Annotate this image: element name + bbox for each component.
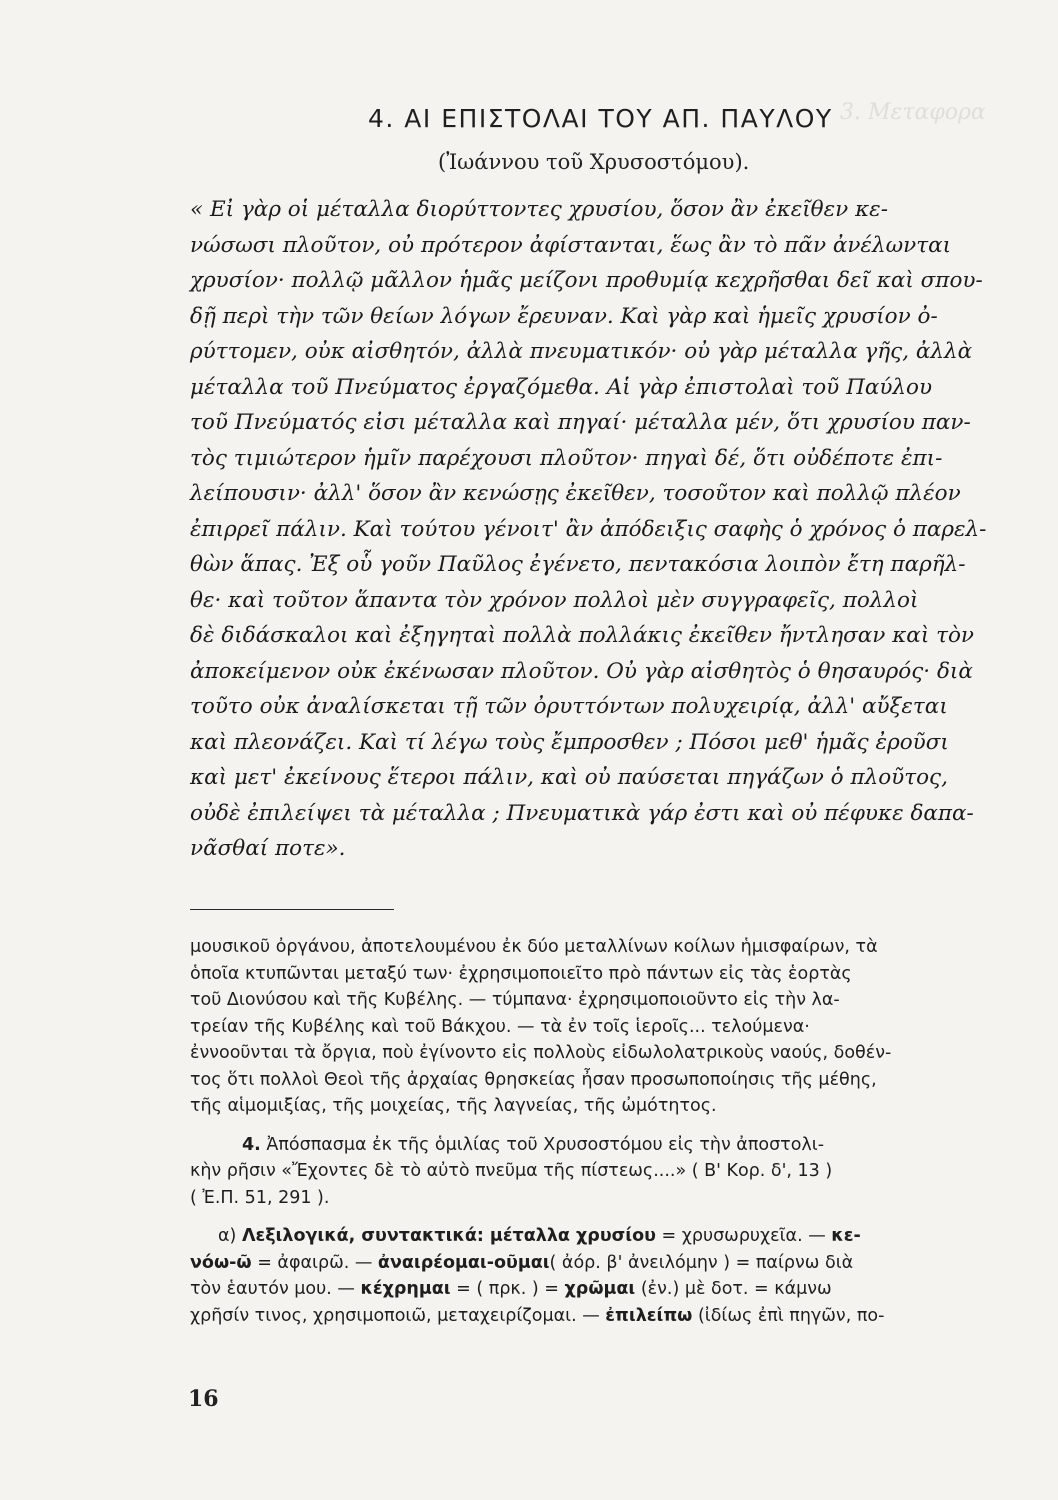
footnote-line: ὁποῖα κτυπῶνται μεταξύ των· ἐχρησιμοποιεῖτο πρὸ πάντων εἰς τὰς ἑορτὰς (190, 963, 852, 984)
text-line: τὸς τιμιώτερον ἡμῖν παρέχουσι πλοῦτον· πηγαὶ δέ, ὅτι οὐδέποτε ἐπι- (190, 445, 943, 471)
text-line: νώσωσι πλοῦτον, οὐ πρότερον ἀφίστανται, ἕως ἂν τὸ πᾶν ἀνέλωνται (190, 232, 952, 258)
text-line: « Εἰ γὰρ οἱ μέταλλα διορύττοντες χρυσίου, ὅσον ἂν ἐκεῖθεν κε- (190, 197, 888, 222)
vocab-term: ἐπιλείπω (605, 1305, 693, 1326)
footnote-line: τῆς αἱμομιξίας, τῆς μοιχείας, τῆς λαγνείας, τῆς ὠμότητος. (190, 1096, 717, 1116)
text-line: χρυσίον· πολλῷ μᾶλλον ἡμᾶς μείζονι προθυμίᾳ κεχρῆσθαι δεῖ καὶ σπου- (190, 268, 983, 293)
main-text (190, 192, 1028, 867)
text-line: δὲ διδάσκαλοι καὶ ἐξηγηταὶ πολλὰ πολλάκις ἐκεῖθεν ἤντλησαν καὶ τὸν (190, 623, 974, 648)
vocab-line (190, 1250, 1038, 1277)
show-through-text: 3. Μεταφορα (840, 100, 986, 125)
footnote-line: μουσικοῦ ὀργάνου, ἀποτελουμένου ἐκ δύο μεταλλίνων κοίλων ἡμισφαίρων, τὰ (190, 937, 878, 957)
note-4-text: Ἀπόσπασμα ἐκ τῆς ὁμιλίας τοῦ Χρυσοστόμου εἰς τὴν ἀποστολι- (266, 1134, 825, 1155)
vocab-gloss: (ἐν.) μὲ δοτ. = κάμνω (635, 1279, 832, 1299)
vocab-term: κέχρημαι (360, 1279, 451, 1299)
footnotes (190, 934, 1038, 1329)
text-line: τοῦ Πνεύματός εἰσι μέταλλα καὶ πηγαί· μέταλλα μέν, ὅτι χρυσίου παν- (190, 410, 971, 435)
note-4-line (190, 1132, 1038, 1159)
text-line: νᾶσθαί ποτε». (190, 836, 346, 861)
text-line: δῇ περὶ τὴν τῶν θείων λόγων ἔρευναν. Καὶ γὰρ καὶ ἡμεῖς χρυσίον ὀ- (190, 303, 938, 329)
note-4-line: κὴν ρῆσιν «Ἔχοντες δὲ τὸ αὐτὸ πνεῦμα τῆς πίστεως....» ( Β' Κορ. δ', 13 ) (190, 1161, 833, 1181)
chapter-title: 4. ΑΙ ΕΠΙΣΤΟΛΑΙ ΤΟΥ ΑΠ. ΠΑΥΛΟΥ (368, 104, 833, 133)
text-line: μέταλλα τοῦ Πνεύματος ἐργαζόμεθα. Αἱ γὰρ ἐπιστολαὶ τοῦ Παύλου (190, 374, 933, 400)
vocab-line (190, 1223, 1038, 1250)
vocab-gloss: = ἀφαιρῶ. — (251, 1252, 378, 1273)
vocab-term: νόω-ῶ (190, 1252, 252, 1273)
vocab-term: κε- (831, 1226, 861, 1246)
vocab-line (190, 1303, 1038, 1330)
footnote-line: τοῦ Διονύσου καὶ τῆς Κυβέλης. — τύμπανα· ἐχρησιμοποιοῦντο εἰς τὴν λα- (190, 990, 840, 1010)
text-line: καὶ πλεονάζει. Καὶ τί λέγω τοὺς ἔμπροσθεν ; Πόσοι μεθ' ἡμᾶς ἐροῦσι (190, 729, 949, 755)
text-line: τοῦτο οὐκ ἀναλίσκεται τῇ τῶν ὀρυττόντων πολυχειρίᾳ, ἀλλ' αὔξεται (190, 694, 948, 719)
footnote-line: τος ὅτι πολλοὶ Θεοὶ τῆς ἀρχαίας θρησκείας ἦσαν προσωποποίησις τῆς μέθης, (190, 1069, 877, 1090)
text-line: θὼν ἅπας. Ἐξ οὗ γοῦν Παῦλος ἐγένετο, πεντακόσια λοιπὸν ἔτη παρῆλ- (190, 552, 966, 577)
text-line: ρύττομεν, οὐκ αἰσθητόν, ἀλλὰ πνευματικόν· οὐ γὰρ μέταλλα γῆς, ἀλλὰ (190, 339, 973, 364)
text-line: καὶ μετ' ἐκείνους ἕτεροι πάλιν, καὶ οὐ παύσεται πηγάζων ὁ πλοῦτος, (190, 765, 948, 790)
note-4-number: 4. (242, 1134, 261, 1155)
vocab-term: Λεξιλογικά, συντακτικά: μέταλλα χρυσίου (241, 1226, 656, 1246)
text-line: θε· καὶ τοῦτον ἅπαντα τὸν χρόνον πολλοὶ μὲν συγγραφεῖς, πολλοὶ (190, 587, 919, 613)
note-4-line: ( Ἐ.Π. 51, 291 ). (190, 1187, 330, 1208)
vocab-label: α) (218, 1226, 242, 1246)
text-line: λείπουσιν· ἀλλ' ὅσον ἂν κενώσῃς ἐκεῖθεν, τοσοῦτον καὶ πολλῷ πλέον (190, 481, 961, 506)
text-line: οὐδὲ ἐπιλείψει τὰ μέταλλα ; Πνευματικὰ γάρ ἐστι καὶ οὐ πέφυκε δαπα- (190, 800, 974, 826)
vocab-line (190, 1276, 1038, 1303)
footnote-line: ἐννοοῦνται τὰ ὄργια, ποὺ ἐγίνοντο εἰς πολλοὺς εἰδωλολατρικοὺς ναούς, δοθέν- (190, 1043, 892, 1063)
footnote-line: τρείαν τῆς Κυβέλης καὶ τοῦ Βάκχου. — τὰ ἐν τοῖς ἱεροῖς... τελούμενα· (190, 1016, 810, 1037)
text-line: ἀποκείμενον οὐκ ἐκένωσαν πλοῦτον. Οὐ γὰρ αἰσθητὸς ὁ θησαυρός· διὰ (190, 658, 973, 684)
footnote-divider (190, 909, 394, 910)
vocab-gloss: = χρυσωρυχεῖα. — (655, 1226, 832, 1246)
chapter-subtitle: (Ἰωάννου τοῦ Χρυσοστόμου). (438, 150, 750, 174)
vocab-term: χρῶμαι (564, 1279, 636, 1299)
spacer (190, 1120, 1038, 1132)
vocab-gloss: (ἰδίως ἐπὶ πηγῶν, πο- (692, 1305, 885, 1326)
vocab-gloss: = ( πρκ. ) = (450, 1279, 565, 1299)
vocab-gloss: ( ἀόρ. β' ἀνειλόμην ) = παίρνω διὰ (549, 1252, 854, 1273)
vocab-gloss: χρῆσίν τινος, χρησιμοποιῶ, μεταχειρίζομαι. — (190, 1305, 606, 1326)
text-line: ἐπιρρεῖ πάλιν. Καὶ τούτου γένοιτ' ἂν ἀπόδειξις σαφὴς ὁ χρόνος ὁ παρελ- (190, 516, 987, 542)
vocab-gloss: τὸν ἑαυτόν μου. — (190, 1279, 361, 1299)
vocab-term: ἀναιρέομαι-οῦμαι (377, 1252, 550, 1273)
page-number: 16 (188, 1386, 219, 1412)
spacer (190, 1211, 1038, 1223)
